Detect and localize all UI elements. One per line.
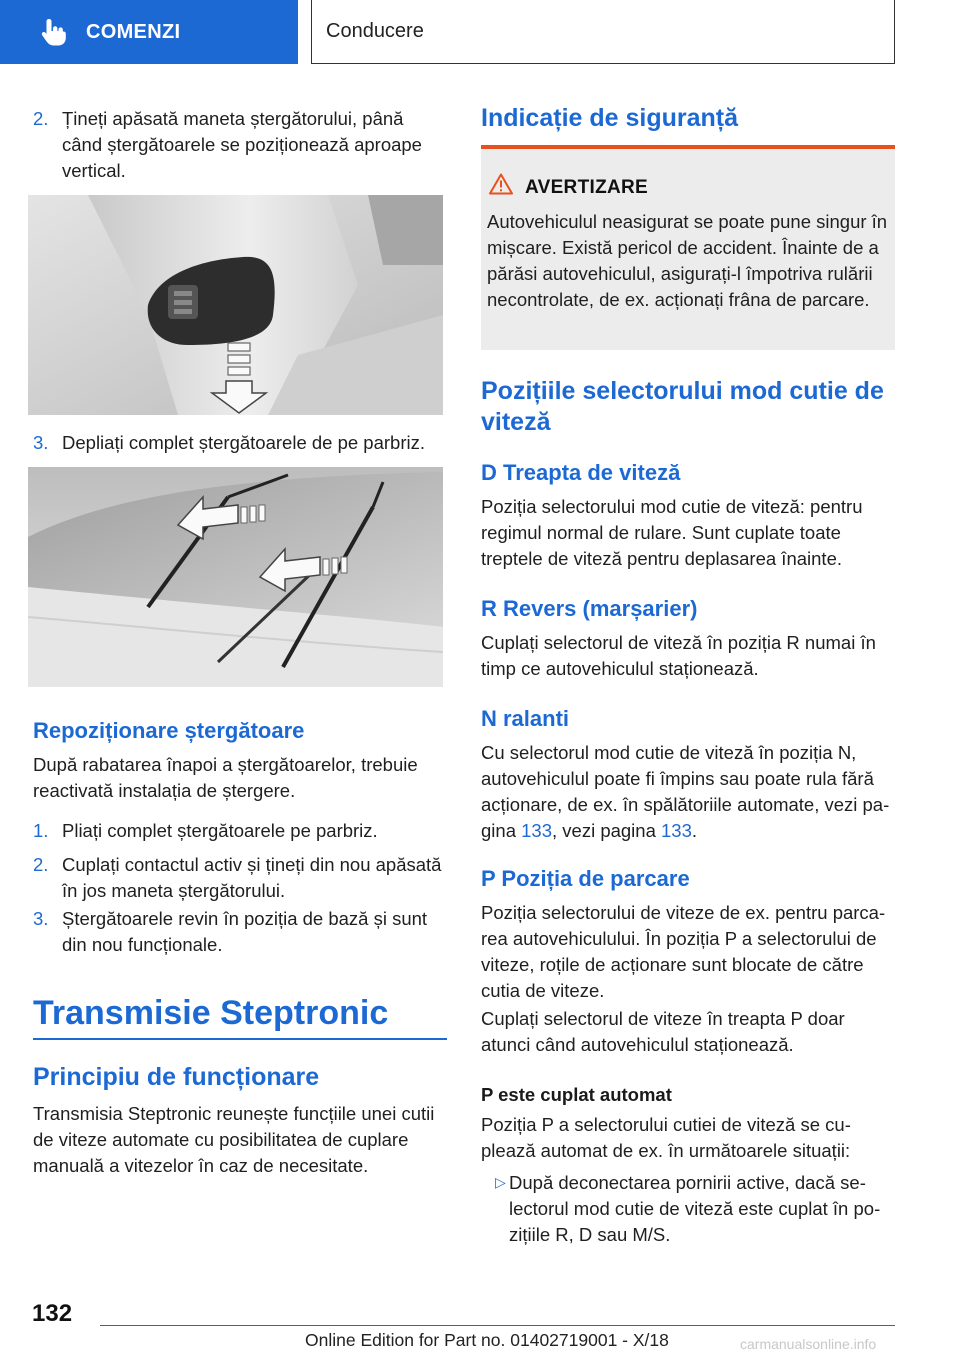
- auto-park-text: Poziția P a selectorului cutiei de viteză se cuplează automat de ex. în următoarele situații:: [481, 1114, 851, 1161]
- step-text: Depliați complet ștergătoarele de pe parbriz.: [62, 432, 425, 453]
- n-text-pre: Cu selectorul mod cutie de viteză în poziția N, autovehiculul poate fi împins sau poate rula fără acționare, de ex. în spălătoriile automate, vezi pagina: [481, 742, 890, 841]
- principle-text: Transmisia Steptronic reunește funcțiile unei cutii de viteze automate cu posibilitatea de cuplare manuală a vitezelor în caz de necesitate.: [33, 1103, 435, 1176]
- n-text-end: .: [691, 820, 698, 841]
- step-number: 2.: [33, 854, 49, 875]
- triangle-bullet-icon: ▷: [495, 1174, 506, 1190]
- r-reverse-text: Cuplați selectorul de viteză în poziția R numai în timp ce autovehiculul staționează.: [481, 632, 876, 679]
- footer-rule: [100, 1325, 895, 1326]
- warning-text: Autovehiculul neasigurat se poate pune singur în mișcare. Există pericol de accident. Înainte de a părăsi autovehiculul, asigurați-l împotriva rulării necontrolate, de ex. acționați frâna de parcare.: [487, 211, 888, 310]
- page-number: 132: [32, 1300, 73, 1327]
- step-number: 1.: [33, 820, 49, 841]
- d-drive-heading: D Treapta de viteză: [481, 460, 681, 485]
- principle-heading: Principiu de funcționare: [33, 1063, 320, 1091]
- selector-positions-heading: Pozițiile selectorului mod cutie de viteză: [481, 377, 884, 436]
- d-drive-text: Poziția selectorului mod cutie de viteză: pentru regimul normal de rulare. Sunt cuplate toate treptele de viteză pentru deplasarea înainte.: [481, 496, 863, 569]
- section-title: Transmisie Steptronic: [33, 994, 389, 1032]
- step-text: Ștergătoarele revin în poziția de bază și sunt din nou funcționale.: [62, 908, 428, 955]
- repositioning-intro: După rabatarea înapoi a ștergătoarelor, trebuie reactivată instalația de ștergere.: [33, 754, 418, 801]
- page-link-133-second[interactable]: 133: [661, 820, 692, 841]
- tab-controls-label: COMENZI: [86, 20, 181, 43]
- chapter-tab[interactable]: [311, 0, 895, 64]
- step-number: 3.: [33, 432, 49, 453]
- step-number: 3.: [33, 908, 49, 929]
- p-park-heading: P Poziția de parcare: [481, 866, 690, 891]
- footer-edition: Online Edition for Part no. 01402719001 - X/18: [305, 1330, 669, 1350]
- warning-title: AVERTIZARE: [525, 177, 648, 198]
- repositioning-heading: Repoziționare ștergătoare: [33, 718, 305, 743]
- wiper-stalk-illustration: [28, 195, 443, 415]
- watermark: carmanualsonline.info: [740, 1336, 877, 1352]
- windshield-wipers-illustration: [28, 467, 443, 687]
- tab-controls[interactable]: [0, 0, 298, 64]
- n-text-mid: , vezi pagina: [552, 820, 662, 841]
- n-neutral-heading: N ralanti: [481, 706, 570, 731]
- step-text: Țineți apăsată maneta ștergătorului, până când ștergătoarele se poziționează aproape vertical.: [62, 108, 422, 181]
- auto-park-heading: P este cuplat automat: [481, 1084, 672, 1105]
- chapter-title: Conducere: [326, 20, 424, 42]
- p-park-text: Poziția selectorului de viteze de ex. pentru parcarea autovehiculului. În poziția P a selectorului de viteze, roțile de acționare sunt blocate de către cutia de viteze.: [481, 902, 886, 1001]
- step-number: 2.: [33, 108, 49, 129]
- hand-pointer-icon: [40, 17, 68, 47]
- bullet-text: După deconectarea pornirii active, dacă selectorul mod cutie de viteză este cuplat în pozițiile R, D sau M/S.: [509, 1172, 881, 1245]
- n-neutral-text: [481, 740, 895, 844]
- page-link-133[interactable]: 133: [521, 820, 552, 841]
- warning-triangle-icon: [489, 173, 513, 195]
- r-reverse-heading: R Revers (marșarier): [481, 596, 698, 621]
- section-rule: [33, 1038, 447, 1040]
- safety-heading: Indicație de siguranță: [481, 104, 739, 132]
- step-text: Cuplați contactul activ și țineți din nou apăsată în jos maneta ștergătorului.: [62, 854, 442, 901]
- p-park-text-2: Cuplați selectorul de viteze în treapta P doar atunci când autovehiculul staționează.: [481, 1008, 845, 1055]
- step-text: Pliați complet ștergătoarele pe parbriz.: [62, 820, 378, 841]
- warning-box: [481, 145, 895, 350]
